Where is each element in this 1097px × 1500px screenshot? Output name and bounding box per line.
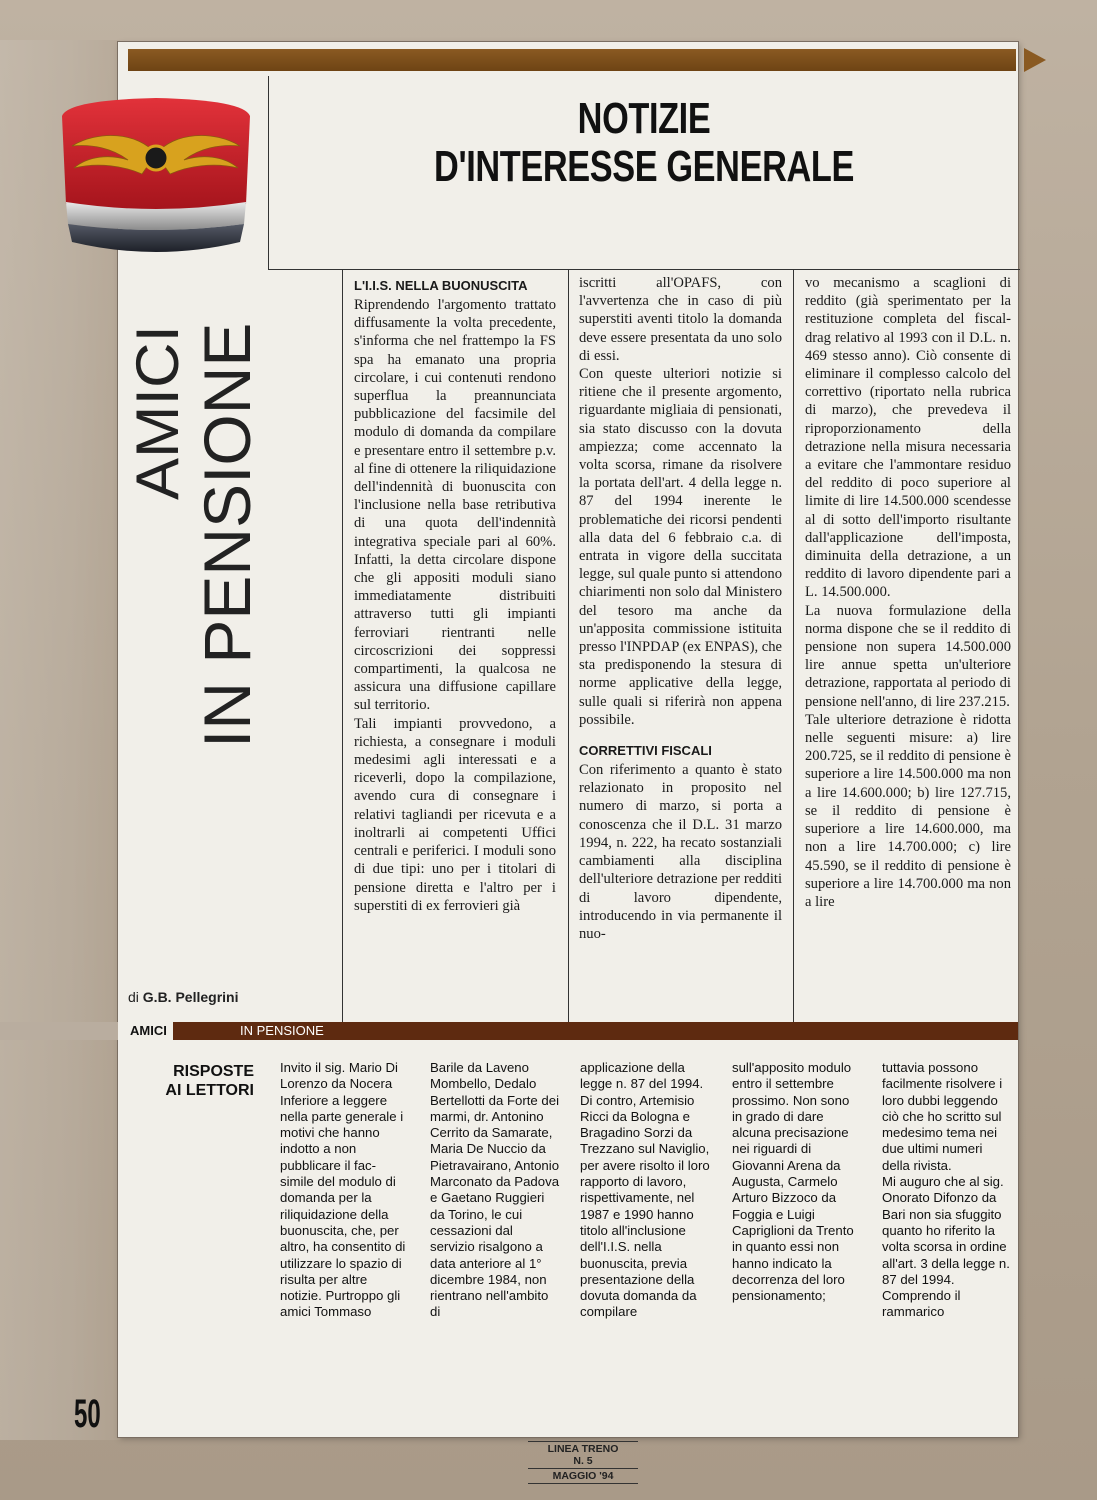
railway-cap-icon <box>58 92 254 260</box>
title-line-2: D'INTERESSE GENERALE <box>434 142 854 191</box>
page-number: 50 <box>74 1392 101 1436</box>
column-rule-2 <box>568 270 569 1022</box>
byline-prefix: di <box>128 989 139 1005</box>
section-bar-label-amici: AMICI <box>118 1022 173 1040</box>
risposte-paragraph: Barile da Laveno Mombello, Dedalo Bertellotti da Forte dei marmi, dr. Antonino Cerrito da Samarate, Maria De Nuccio da Pietravairano, Antonio Marconato da Padova e Gaetano Ruggieri da Torino, le cui cessazioni dal servizio risalgono a data anteriore al 1° dicembre 1984, non rientrano nell'ambito di <box>430 1060 560 1320</box>
article-paragraph: Con queste ulteriori notizie si ritiene che il presente argomento, riguardante migliaia di pensionati, sia stato discusso con la dovuta ampiezza; come accennato la volta scorsa, rimane da risolvere la portata dell'art. 4 della legge n. 87 del 1994 inerente le problematiche dei ricorsi pendenti alla data del 6 febbraio c.a. di entrata in vigore della succitata legge, sul quale punto si attendono chiarimenti non solo dal Ministero del tesoro ma anche da un'apposita commissione istituita presso l'INPDAP (ex ENPAS), che sta predisponendo la stesura di norme applicative della legge, sulle quali si riferirà non appena possibile. <box>579 366 782 728</box>
risposte-column-2 <box>430 1060 560 1400</box>
article-paragraph: iscritti all'OPAFS, con l'avvertenza che in caso di più superstiti aventi titolo la domanda deve essere presentata da uno solo di essi. <box>579 275 782 364</box>
footer-issue-number: N. 5 <box>573 1455 593 1467</box>
section-bar-label-in-pensione: IN PENSIONE <box>240 1023 324 1038</box>
risposte-title <box>124 1062 254 1100</box>
footer-magazine-name: LINEA TRENO <box>547 1443 619 1455</box>
risposte-column-4 <box>732 1060 862 1400</box>
risposte-title-line-1: RISPOSTE <box>173 1063 254 1080</box>
risposte-column-5 <box>882 1060 1012 1400</box>
magazine-footer <box>528 1440 638 1485</box>
article-paragraph: Tali impianti provvedono, a richiesta, a consegnare i moduli medesimi agli interessati e a riceverli, dopo la compilazione, avendo cura di consegnare i relativi tagliandi per ricevuta e a inoltrarli ai competenti Uffici centrali e periferici. I moduli sono di due tipi: uno per i titolari di pensione diretta e l'altro per i superstiti di ex ferrovieri già <box>354 715 556 914</box>
risposte-paragraph: Di contro, Artemisio Ricci da Bologna e Bragadino Sorzi da Trezzano sul Naviglio, per avere risolto il loro rapporto di lavoro, rispettivamente, nel 1987 e 1990 hanno titolo all'inclusione dell'I.I.S. nella buonuscita, previa presentazione della dovuta domanda da compilare <box>580 1092 710 1320</box>
article-column-1 <box>354 274 556 1022</box>
risposte-paragraph: Mi auguro che al sig. Onorato Difonzo da Bari non sia sfuggito quanto ho riferito la volta scorsa in ordine all'art. 3 della legge n. 87 del 1994. Comprendo il rammarico <box>882 1174 1010 1320</box>
risposte-paragraph: Invito il sig. Mario Di Lorenzo da Nocera Inferiore a leggere nella parte generale i motivi che hanno indotto a non pubblicare il fac-simile del modulo di domanda per la riliquidazione della buonuscita, che, per altro, ha consentito di utilizzare lo spazio di risulta per altre notizie. Purtroppo gli amici Tommaso <box>280 1060 406 1320</box>
risposte-column-3 <box>580 1060 712 1400</box>
section-heading-iis: L'I.I.S. NELLA BUONUSCITA <box>354 278 528 293</box>
section-heading-correttivi: CORRETTIVI FISCALI <box>579 743 712 759</box>
article-column-2 <box>579 274 782 1022</box>
article-paragraph: vo mecanismo a scaglioni di reddito (già sperimentato per la restituzione completa del fiscal-drag relativo al 1993 con il D.L. n. 469 stesso anno). Ciò consente di eliminare il complesso calcolo del correttivo (riportato nella rubrica di marzo), che prevedeva il riproporzionamento della detrazione nella misura necessaria a evitare che l'ammontare residuo del reddito di poco superiore al limite di lire 14.500.000 scendesse al di sotto dell'importo risultante dall'applicazione dell'imposta, diminuita della detrazione, a un reddito di lavoro dipendente pari a L. 14.500.000. <box>805 275 1011 601</box>
footer-issue-date: MAGGIO '94 <box>552 1470 614 1482</box>
article-column-3 <box>805 274 1011 1022</box>
section-bar <box>118 1022 1018 1040</box>
article-paragraph: Riprendendo l'argomento trattato diffusamente la volta precedente, s'informa che nel frattempo la FS spa ha emanato una propria circolare, i cui contenuti rendono superflua la preannunciata pubblicazione del facsimile del modulo di domanda da compilare e presentare entro il settembre p.v. al fine di ottenere la riliquidazione dell'indennità di buonuscita con l'inclusione nella base retributiva di una quota dell'indennità integrativa speciale pari al 60%. Infatti, la detta circolare dispone che gli appositi moduli siano immediatamente distribuiti attraverso tutti gli impianti ferroviari rientranti nelle circoscrizioni dei soppressi compartimenti, la qualcosa ne assicura una diffusione capillare sul territorio. <box>354 297 556 714</box>
column-rule-1 <box>342 270 343 1022</box>
article-paragraph: Con riferimento a quanto è stato relazionato in proposito nel numero di marzo, si porta a conoscenza che il D.L. 31 marzo 1994, n. 222, ha recato sostanziali cambiamenti alla disciplina dell'ulteriore detrazione per redditi di lavoro dipendente, introducendo in via permanente il nuo- <box>579 762 782 942</box>
risposte-paragraph: sull'apposito modulo entro il settembre prossimo. Non sono in grado di dare alcuna precisazione nei riguardi di Giovanni Arena da Augusta, Carmelo Arturo Bizzoco da Foggia e Luigi Capriglioni da Trento in quanto essi non hanno indicato la decorrenza del loro pensionamento; <box>732 1060 854 1304</box>
page-title <box>351 95 938 191</box>
article-paragraph: Tale ulteriore detrazione è ridotta nelle seguenti misure: a) lire 200.725, se il reddito di pensione è superiore a lire 14.500.000 ma non a lire 14.600.000; b) lire 127.715, se il reddito di pensione è superiore a lire 14.600.000, ma non a lire 14.700.000; c) lire 45.590, se il reddito di pensione è superiore a lire 14.700.000 ma non a lire <box>805 711 1011 910</box>
column-rule-3 <box>793 270 794 1022</box>
vertical-title-amici: AMICI <box>124 324 191 500</box>
risposte-title-line-2: AI LETTORI <box>165 1082 254 1099</box>
adjacent-page-strip <box>0 1022 118 1040</box>
risposte-column-1 <box>280 1060 408 1400</box>
author-byline <box>128 989 239 1005</box>
top-bar-arrow-icon <box>1024 48 1046 72</box>
risposte-paragraph: applicazione della legge n. 87 del 1994. <box>580 1060 704 1092</box>
risposte-paragraph: tuttavia possono facilmente risolvere i loro dubbi leggendo ciò che ho scritto sul medesimo tema nei due ultimi numeri della rivista. <box>882 1060 1003 1173</box>
byline-author: G.B. Pellegrini <box>142 989 239 1005</box>
article-paragraph: La nuova formulazione della norma dispone che se il reddito di pensione non supera 14.500.000 lire annue spetta un'ulteriore detrazione, rapportata al periodo di pensione nell'anno, di lire 237.215. <box>805 602 1011 710</box>
top-decorative-bar <box>128 49 1016 71</box>
vertical-title-in-pensione: IN PENSIONE <box>190 322 264 748</box>
title-line-1: NOTIZIE <box>577 94 711 143</box>
